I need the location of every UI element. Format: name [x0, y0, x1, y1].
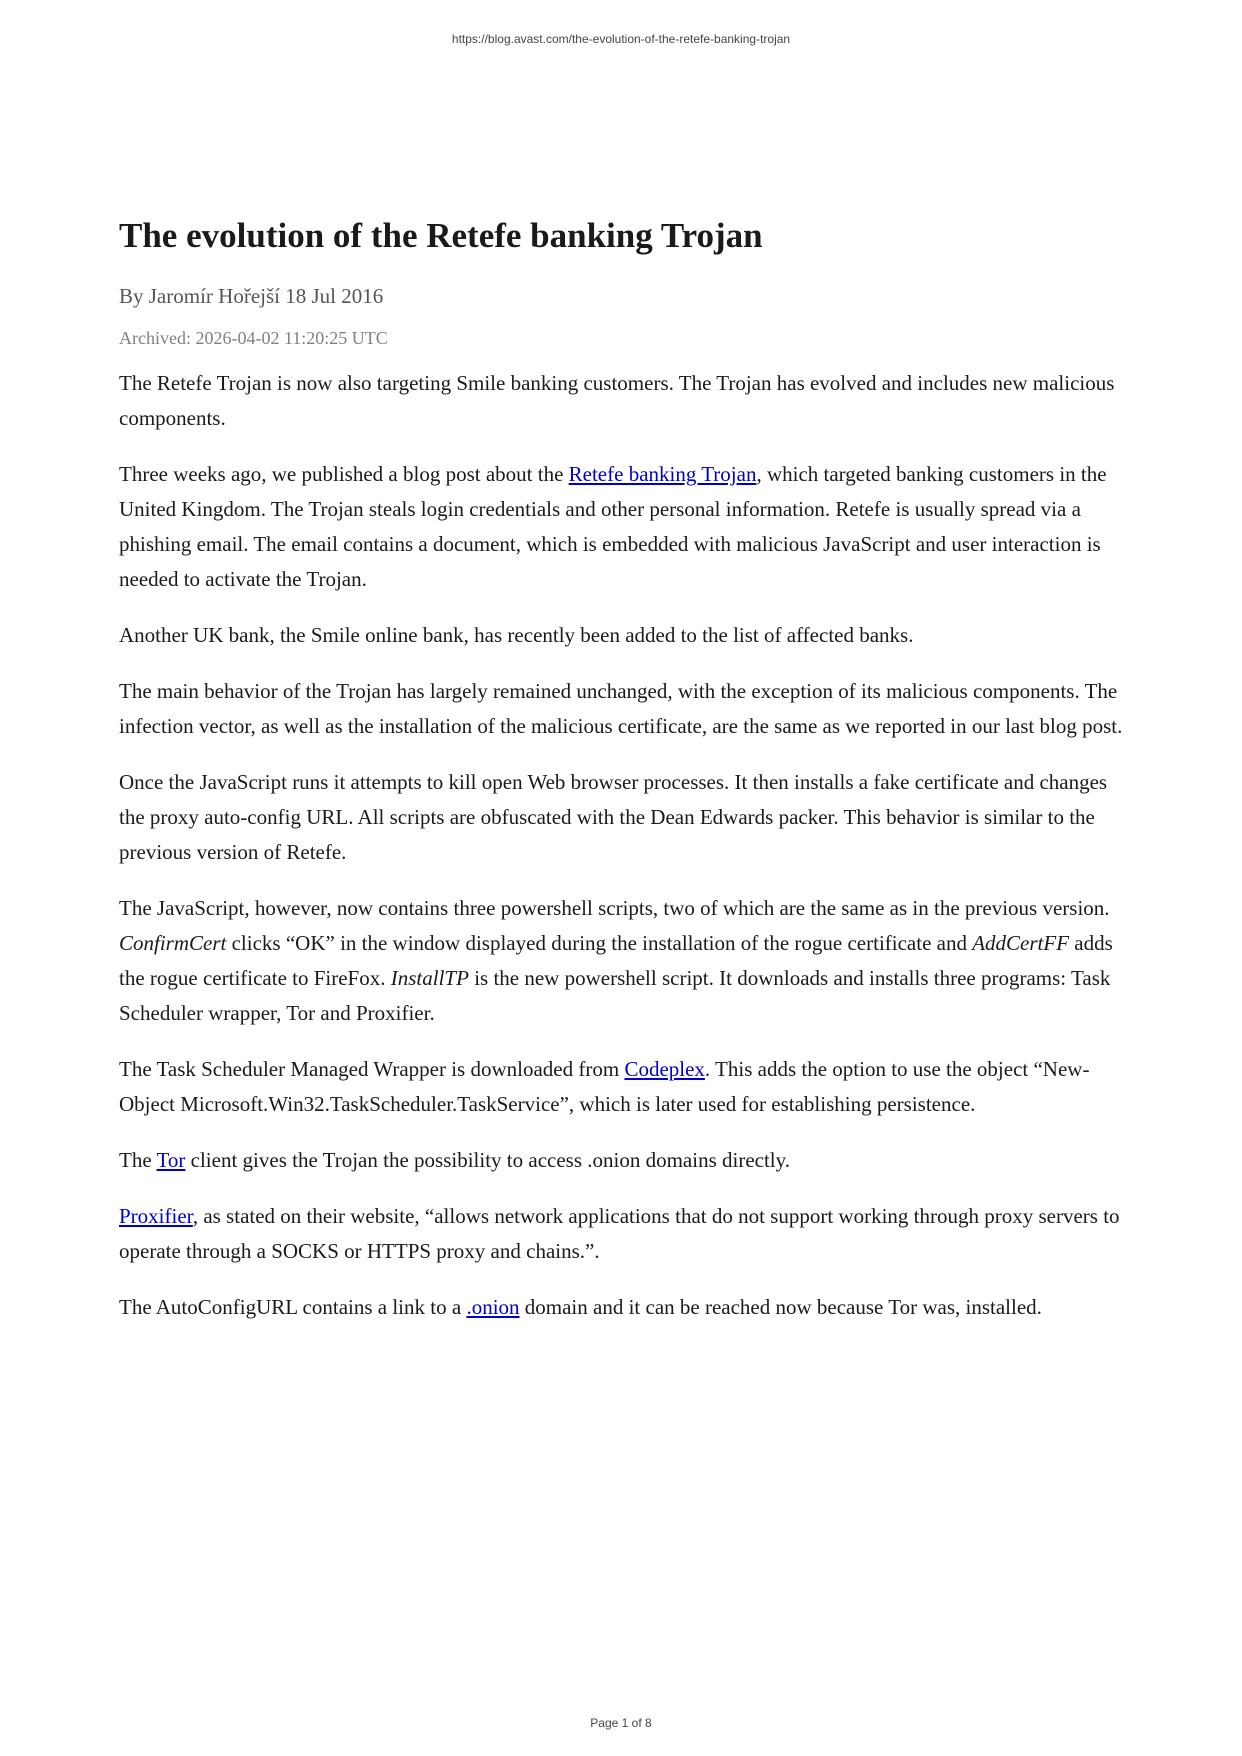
- paragraph-javascript-runs: Once the JavaScript runs it attempts to kill open Web browser processes. It then installs a fake certificate and changes the proxy auto-config URL. All scripts are obfuscated with the Dean Edwards packer. This behavior is similar to the previous version of Retefe.: [119, 770, 1108, 864]
- page-number-footer: Page 1 of 8: [590, 1716, 652, 1730]
- paragraph-text: The Task Scheduler Managed Wrapper is downloaded from: [119, 1057, 625, 1081]
- paragraph-text: client gives the Trojan the possibility to access .onion domains directly.: [185, 1148, 791, 1172]
- tor-link[interactable]: Tor: [156, 1148, 186, 1172]
- paragraph-text: The: [119, 1148, 157, 1172]
- paragraph-proxifier: [119, 1199, 1131, 1269]
- paragraph-text: Three weeks ago, we published a blog post about the: [119, 462, 569, 486]
- paragraph-text: domain and it can be reached now because Tor was, installed.: [519, 1295, 1042, 1319]
- paragraph-powershell-scripts: [119, 891, 1131, 1031]
- paragraph-background: [119, 457, 1131, 597]
- article-byline: By Jaromír Hořejší 18 Jul 2016: [119, 284, 384, 308]
- proxifier-link[interactable]: Proxifier: [119, 1204, 193, 1228]
- paragraph-text: , as stated on their website, “allows network applications that do not support working through proxy servers to operate through a SOCKS or HTTPS proxy and chains.”.: [119, 1204, 1120, 1263]
- archived-timestamp: Archived: 2026-04-02 11:20:25 UTC: [119, 328, 388, 348]
- retefe-banking-trojan-link[interactable]: Retefe banking Trojan: [568, 462, 757, 486]
- confirmcert-term: ConfirmCert: [119, 931, 227, 955]
- paragraph-main-behavior: The main behavior of the Trojan has largely remained unchanged, with the exception of its malicious components. The infection vector, as well as the installation of the malicious certificate, are the same as we reported in our last blog post.: [119, 679, 1123, 738]
- paragraph-text: The JavaScript, however, now contains three powershell scripts, two of which are the same as in the previous version.: [119, 896, 1110, 920]
- article: [119, 208, 1131, 1346]
- paragraph-text: is the new powershell script. It downloads and installs three programs: Task Scheduler wrapper, Tor and Proxifier.: [119, 966, 1111, 1025]
- page-url-header: https://blog.avast.com/the-evolution-of-the-retefe-banking-trojan: [451, 32, 791, 46]
- paragraph-text: clicks “OK” in the window displayed during the installation of the rogue certificate and: [226, 931, 973, 955]
- paragraph-autoconfigurl: [119, 1290, 1131, 1325]
- paragraph-text: . This adds the option to use the object “New-Object Microsoft.Win32.TaskScheduler.TaskService”, which is later used for establishing persistence.: [119, 1057, 1090, 1116]
- paragraph-text: The AutoConfigURL contains a link to a: [119, 1295, 467, 1319]
- installtp-term: InstallTP: [390, 966, 469, 990]
- onion-link[interactable]: .onion: [466, 1295, 520, 1319]
- paragraph-text: adds the rogue certificate to FireFox.: [119, 931, 1113, 990]
- article-title: The evolution of the Retefe banking Trojan: [119, 216, 763, 255]
- addcertff-term: AddCertFF: [972, 931, 1070, 955]
- paragraph-smile-bank: Another UK bank, the Smile online bank, has recently been added to the list of affected banks.: [119, 623, 914, 647]
- codeplex-link[interactable]: Codeplex: [624, 1057, 705, 1081]
- paragraph-intro: The Retefe Trojan is now also targeting Smile banking customers. The Trojan has evolved and includes new malicious components.: [119, 371, 1115, 430]
- paragraph-text: , which targeted banking customers in the United Kingdom. The Trojan steals login credentials and other personal information. Retefe is usually spread via a phishing email. The email contains a document, which is embedded with malicious JavaScript and user interaction is needed to activate the Trojan.: [119, 462, 1107, 591]
- paragraph-task-scheduler: [119, 1052, 1131, 1122]
- article-body: [119, 366, 1131, 1325]
- paragraph-tor: [119, 1143, 1131, 1178]
